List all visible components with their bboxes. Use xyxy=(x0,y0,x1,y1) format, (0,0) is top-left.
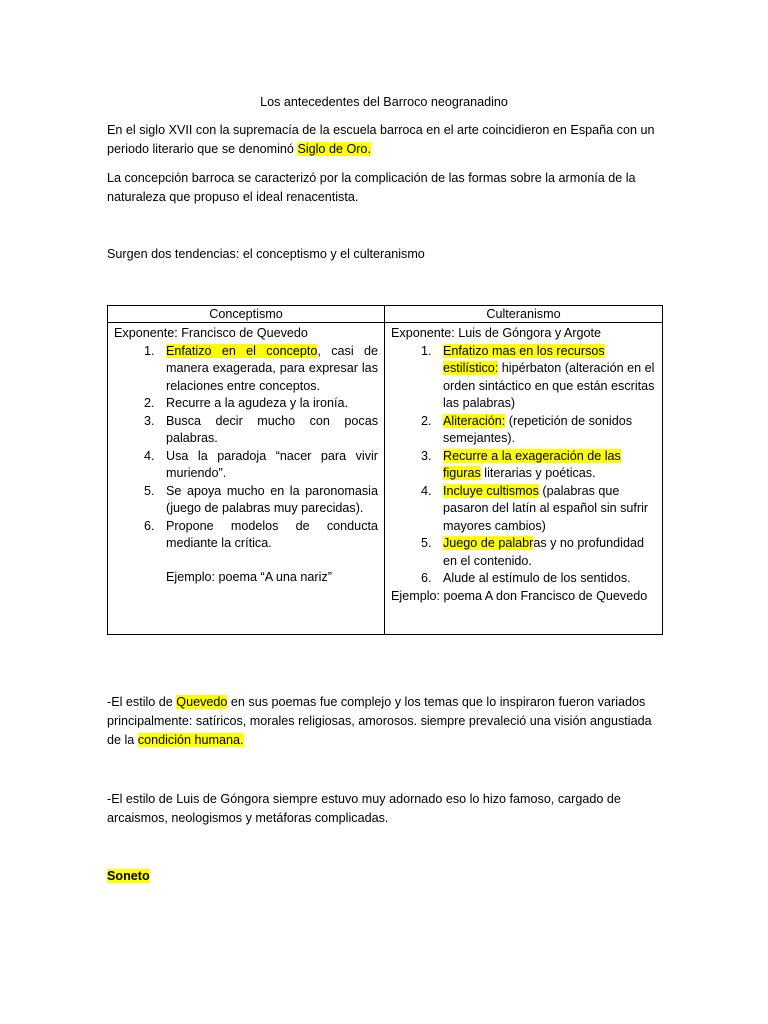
paragraph-tendencias: Surgen dos tendencias: el conceptismo y el culteranismo xyxy=(107,247,425,261)
paragraph-concepcion: La concepción barroca se caracterizó por la complicación de las formas sobre la armonía de la naturaleza que propuso el ideal renacentista. xyxy=(107,171,636,204)
ejemplo-quevedo: Ejemplo: poema A don Francisco de Quevedo xyxy=(391,588,648,603)
highlight-recursos: Enfatizo mas en los recursos estilístico: xyxy=(443,343,605,375)
culteranismo-list xyxy=(391,343,656,588)
list-item xyxy=(435,448,656,483)
list-item-text: as y no profundidad en el contenido. xyxy=(443,536,644,568)
list-item-text: (palabras que pasaron del latín al español sin sufrir mayores cambios) xyxy=(443,483,649,533)
paragraph-text: en sus poemas fue complejo y los temas que lo inspiraron fueron variados principalmente: satíricos, morales religiosas, amorosos. siempre prevaleció una visión angustiada de la xyxy=(107,695,652,747)
list-item: 6. Alude al estímulo de los sentidos. xyxy=(435,570,656,588)
list-item-text: (repetición de sonidos semejantes). xyxy=(443,413,633,445)
list-item xyxy=(435,483,656,536)
list-item xyxy=(435,535,656,570)
list-item-text: literarias y poéticas. xyxy=(480,466,596,480)
paragraph-siglo-de-oro xyxy=(107,121,667,159)
comparison-table xyxy=(107,305,663,635)
exponente-gongora: Exponente: Luis de Góngora y Argote xyxy=(391,326,602,340)
list-item: 3. Busca decir mucho con pocas palabras. xyxy=(158,413,378,448)
highlight-exageracion: Recurre a la exageración de las figuras xyxy=(443,448,621,480)
paragraph-text: En el siglo XVII con la supremacía de la escuela barroca en el arte coincidieron en España con un periodo literario que se denominó xyxy=(107,123,655,156)
list-item: 5. Se apoya mucho en la paronomasia (juego de palabras muy parecidas). xyxy=(158,483,378,518)
highlight-aliteracion: Aliteración: xyxy=(443,413,506,428)
list-item-text: hipérbaton (alteración en el orden sintáctico en que están escritas las palabras) xyxy=(443,361,655,410)
list-item-text: , casi de manera exagerada, para expresar las relaciones entre conceptos. xyxy=(166,343,378,393)
ejemplo-nariz: Ejemplo: poema “A una nariz” xyxy=(166,569,332,584)
conceptismo-list xyxy=(114,343,378,553)
header-conceptismo: Conceptismo xyxy=(108,306,385,323)
exponente-quevedo: Exponente: Francisco de Quevedo xyxy=(114,326,308,340)
paragraph-estilo-gongora: -El estilo de Luis de Góngora siempre estuvo muy adornado eso lo hizo famoso, cargado de arcaismos, neologismos y metáforas complicadas. xyxy=(107,792,621,825)
header-culteranismo: Culteranismo xyxy=(385,306,663,323)
page-title: Los antecedentes del Barroco neogranadino xyxy=(260,95,508,109)
paragraph-estilo-quevedo xyxy=(107,693,667,750)
list-item xyxy=(158,343,378,396)
heading-soneto-wrap xyxy=(107,867,667,886)
list-item: 4. Usa la paradoja “nacer para vivir muriendo”. xyxy=(158,448,378,483)
list-item: 6. Propone modelos de conducta mediante la crítica. xyxy=(158,518,378,553)
highlight-cultismos: Incluye cultismos xyxy=(443,483,539,498)
heading-soneto: Soneto xyxy=(107,869,150,883)
highlight-quevedo: Quevedo xyxy=(176,695,228,709)
cell-culteranismo xyxy=(385,323,663,635)
list-item xyxy=(435,413,656,448)
highlight-condicion-humana: condición humana. xyxy=(137,733,244,747)
cell-conceptismo xyxy=(108,323,385,635)
highlight-concepto: Enfatizo en el concepto xyxy=(166,343,318,358)
highlight-juego: Juego de palabr xyxy=(443,536,534,550)
list-item xyxy=(435,343,656,413)
highlight-siglo-de-oro: Siglo de Oro. xyxy=(297,142,371,156)
list-item: 2. Recurre a la agudeza y la ironía. xyxy=(158,395,378,413)
paragraph-text: -El estilo de xyxy=(107,695,177,709)
